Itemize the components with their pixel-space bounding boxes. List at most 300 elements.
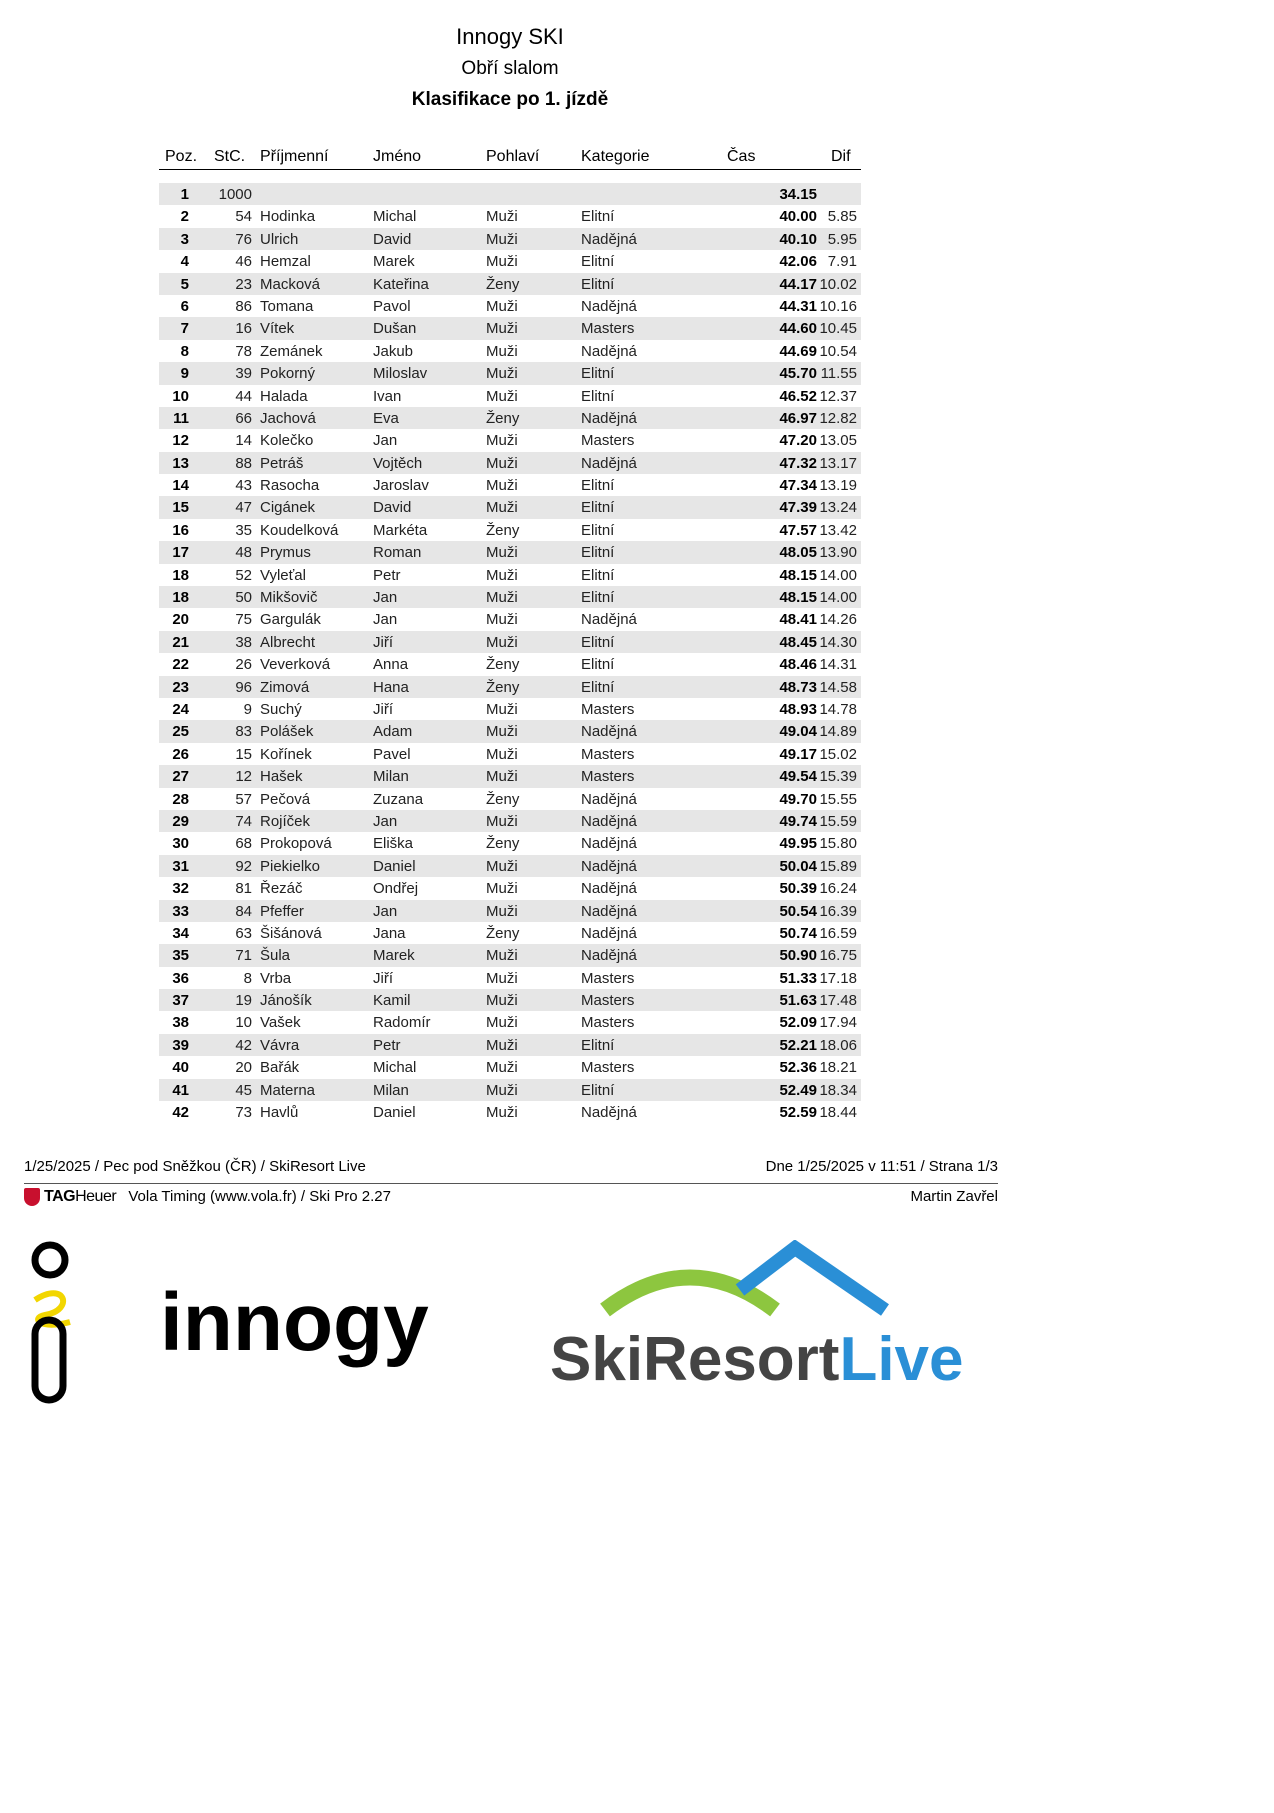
cell-pohlavi: Muži [486,477,518,495]
cell-pohlavi: Muži [486,253,518,271]
cell-poz: 34 [172,924,189,942]
cell-jmeno: Pavol [373,297,411,315]
footer-line-2 [24,1188,998,1206]
cell-stc: 88 [235,454,252,472]
cell-prijmeni: Kořínek [260,745,312,763]
cell-prijmeni: Cigánek [260,499,316,517]
cell-kategorie: Nadějná [581,812,637,830]
cell-poz: 10 [172,387,189,405]
cell-kategorie: Elitní [581,544,615,562]
cell-kategorie: Elitní [581,1081,615,1099]
cell-stc: 57 [235,790,252,808]
cell-poz: 12 [172,432,189,450]
cell-prijmeni: Veverková [260,656,331,674]
cell-jmeno: Marek [373,947,415,965]
cell-kategorie: Elitní [581,208,615,226]
cell-dif: 14.31 [819,656,857,674]
cell-prijmeni: Polášek [260,723,314,741]
cell-cas: 44.60 [779,320,817,338]
cell-cas: 48.41 [779,611,817,629]
table-row [159,788,861,810]
cell-kategorie: Elitní [581,253,615,271]
cell-pohlavi: Muži [486,723,518,741]
cell-poz: 25 [172,723,189,741]
cell-jmeno: Dušan [373,320,417,338]
cell-kategorie: Nadějná [581,947,637,965]
table-row [159,944,861,966]
cell-poz: 4 [180,253,189,271]
cell-kategorie: Nadějná [581,1104,637,1122]
cell-cas: 40.10 [779,230,817,248]
discipline-title: Obří slalom [461,58,559,79]
cell-kategorie: Masters [581,768,635,786]
skiresort-wordmark-dark: SkiResort [550,1325,840,1394]
cell-poz: 6 [180,297,189,315]
cell-cas: 48.15 [779,589,817,607]
cell-stc: 26 [235,656,252,674]
cell-prijmeni: Koudelková [260,521,339,539]
table-row [159,541,861,563]
cell-dif: 18.21 [819,1059,857,1077]
cell-poz: 23 [172,678,189,696]
cell-kategorie: Nadějná [581,611,637,629]
cell-jmeno: David [373,499,412,517]
cell-jmeno: Ondřej [373,880,419,898]
cell-dif: 11.55 [820,365,857,383]
cell-kategorie: Masters [581,992,635,1010]
table-row [159,1011,861,1033]
cell-pohlavi: Muži [486,969,518,987]
cell-cas: 52.49 [779,1081,817,1099]
innogy-dot-icon [35,1245,65,1275]
cell-prijmeni: Kolečko [260,432,314,450]
cell-poz: 13 [172,454,189,472]
cell-stc: 66 [235,409,252,427]
cell-pohlavi: Muži [486,1014,518,1032]
cell-stc: 81 [235,880,252,898]
cell-jmeno: Jiří [373,700,393,718]
table-row [159,698,861,720]
cell-pohlavi: Muži [486,880,518,898]
cell-stc: 8 [243,969,252,987]
cell-pohlavi: Muži [486,812,518,830]
cell-cas: 52.36 [779,1059,817,1077]
table-row [159,989,861,1011]
cell-cas: 48.73 [779,678,817,696]
cell-kategorie: Elitní [581,387,615,405]
table-row [159,474,861,496]
cell-kategorie: Elitní [581,656,615,674]
cell-pohlavi: Muži [486,1081,518,1099]
cell-stc: 74 [235,812,252,830]
cell-prijmeni: Jánošík [260,992,312,1010]
cell-dif: 14.30 [819,633,857,651]
cell-jmeno: Milan [373,768,409,786]
cell-jmeno: Michal [373,1059,417,1077]
cell-jmeno: Jan [373,902,398,920]
cell-prijmeni: Vítek [260,320,295,338]
cell-prijmeni: Prokopová [260,835,332,853]
cell-prijmeni: Jachová [260,409,316,427]
cell-pohlavi: Muži [486,320,518,338]
cell-pohlavi: Muži [486,230,518,248]
cell-kategorie: Masters [581,969,635,987]
cell-prijmeni: Suchý [260,700,302,718]
cell-pohlavi: Muži [486,297,518,315]
cell-cas: 50.39 [779,880,817,898]
cell-dif: 14.00 [819,566,857,584]
cell-pohlavi: Ženy [486,924,520,942]
cell-dif: 5.85 [827,208,857,226]
cell-stc: 92 [235,857,252,875]
cell-poz: 28 [172,790,189,808]
table-row [159,1101,861,1123]
cell-pohlavi: Ženy [486,656,520,674]
cell-prijmeni: Havlů [260,1104,299,1122]
cell-poz: 18 [172,566,189,584]
cell-cas: 48.93 [779,700,817,718]
cell-stc: 75 [235,611,252,629]
cell-cas: 42.06 [779,253,817,271]
cell-stc: 96 [235,678,252,696]
cell-pohlavi: Muži [486,544,518,562]
cell-jmeno: Petr [373,566,401,584]
table-header [159,145,861,170]
cell-cas: 44.69 [779,342,817,360]
table-row [159,340,861,362]
cell-dif: 14.89 [819,723,857,741]
cell-prijmeni: Albrecht [260,633,316,651]
table-row [159,653,861,675]
footer-timing-info: Vola Timing (www.vola.fr) / Ski Pro 2.27 [128,1188,391,1205]
cell-dif: 14.26 [819,611,857,629]
col-header-cas: Čas [727,148,756,165]
cell-jmeno: Radomír [373,1014,431,1032]
cell-cas: 47.34 [779,477,817,495]
cell-kategorie: Nadějná [581,902,637,920]
cell-stc: 9 [243,700,252,718]
cell-cas: 44.31 [779,297,817,315]
cell-stc: 12 [235,768,252,786]
cell-jmeno: Eliška [373,835,414,853]
cell-pohlavi: Muži [486,432,518,450]
cell-poz: 29 [172,812,189,830]
cell-kategorie: Elitní [581,275,615,293]
cell-poz: 33 [172,902,189,920]
cell-stc: 14 [235,432,252,450]
cell-dif: 18.44 [819,1104,857,1122]
cell-prijmeni: Piekielko [260,857,321,875]
cell-dif: 10.45 [819,320,857,338]
cell-jmeno: Miloslav [373,365,428,383]
table-row [159,676,861,698]
cell-cas: 50.04 [779,857,817,875]
cell-cas: 47.39 [779,499,817,517]
cell-cas: 50.90 [779,947,817,965]
cell-dif: 13.19 [819,477,857,495]
cell-cas: 52.09 [779,1014,817,1032]
cell-jmeno: Milan [373,1081,409,1099]
cell-kategorie: Elitní [581,1036,615,1054]
cell-stc: 84 [235,902,252,920]
cell-jmeno: Eva [373,409,399,427]
cell-jmeno: Michal [373,208,417,226]
cell-stc: 50 [235,589,252,607]
cell-jmeno: Daniel [373,1104,416,1122]
cell-dif: 13.24 [819,499,857,517]
cell-prijmeni: Řezáč [260,880,303,898]
cell-poz: 18 [172,589,189,607]
cell-cas: 51.33 [779,969,817,987]
cell-cas: 46.97 [779,409,817,427]
cell-poz: 14 [172,477,189,495]
cell-poz: 16 [172,521,189,539]
table-row [159,967,861,989]
cell-poz: 22 [172,656,189,674]
cell-prijmeni: Hašek [260,768,303,786]
footer-event-info: 1/25/2025 / Pec pod Sněžkou (ČR) / SkiResort Live [24,1158,366,1175]
results-table [159,145,861,1123]
cell-stc: 20 [235,1059,252,1077]
cell-poz: 40 [172,1059,189,1077]
cell-jmeno: Marek [373,253,415,271]
cell-dif: 12.37 [819,387,857,405]
footer-date-page: Dne 1/25/2025 v 11:51 / Strana 1/3 [765,1158,998,1175]
table-row [159,228,861,250]
tag-heuer-logo [24,1188,116,1206]
table-row [159,720,861,742]
cell-pohlavi: Muži [486,745,518,763]
cell-cas: 49.74 [779,812,817,830]
cell-cas: 48.46 [779,656,817,674]
cell-cas: 48.45 [779,633,817,651]
cell-stc: 19 [235,992,252,1010]
cell-kategorie: Elitní [581,566,615,584]
cell-stc: 63 [235,924,252,942]
cell-poz: 3 [180,230,189,248]
cell-pohlavi: Muži [486,1104,518,1122]
cell-prijmeni: Rojíček [260,812,311,830]
cell-dif: 10.16 [819,297,857,315]
cell-pohlavi: Muži [486,992,518,1010]
table-row [159,407,861,429]
cell-poz: 5 [180,275,189,293]
cell-cas: 51.63 [779,992,817,1010]
cell-stc: 73 [235,1104,252,1122]
cell-pohlavi: Muži [486,947,518,965]
cell-cas: 47.20 [779,432,817,450]
cell-prijmeni: Prymus [260,544,311,562]
cell-poz: 21 [172,633,189,651]
cell-dif: 12.82 [819,409,857,427]
cell-pohlavi: Ženy [486,790,520,808]
cell-cas: 49.70 [779,790,817,808]
tag-heuer-shield-icon [24,1188,40,1206]
cell-kategorie: Masters [581,1059,635,1077]
cell-dif: 14.58 [819,678,857,696]
cell-jmeno: Jana [373,924,406,942]
cell-dif: 18.34 [819,1081,857,1099]
cell-jmeno: Jaroslav [373,477,429,495]
cell-jmeno: Kateřina [373,275,429,293]
cell-kategorie: Nadějná [581,454,637,472]
cell-cas: 44.17 [779,275,817,293]
cell-cas: 48.15 [779,566,817,584]
cell-pohlavi: Ženy [486,835,520,853]
cell-stc: 54 [235,208,252,226]
table-row [159,922,861,944]
table-row [159,429,861,451]
cell-stc: 78 [235,342,252,360]
table-row [159,452,861,474]
cell-poz: 37 [172,992,189,1010]
footer-line-1 [24,1158,998,1175]
cell-dif: 13.42 [819,521,857,539]
table-row [159,317,861,339]
col-header-jmeno: Jméno [373,148,422,165]
cell-pohlavi: Muži [486,1036,518,1054]
cell-kategorie: Elitní [581,633,615,651]
cell-stc: 1000 [218,186,252,203]
cell-dif: 15.39 [819,768,857,786]
cell-stc: 44 [235,387,252,405]
cell-kategorie: Elitní [581,589,615,607]
cell-pohlavi: Muži [486,611,518,629]
innogy-logo [25,1240,495,1410]
cell-pohlavi: Muži [486,454,518,472]
cell-poz: 26 [172,745,189,763]
cell-stc: 42 [235,1036,252,1054]
cell-prijmeni: Zemánek [260,342,323,360]
cell-prijmeni: Gargulák [260,611,321,629]
cell-jmeno: Zuzana [373,790,424,808]
cell-poz: 35 [172,947,189,965]
cell-dif: 14.78 [819,700,857,718]
cell-kategorie: Elitní [581,521,615,539]
cell-kategorie: Masters [581,320,635,338]
cell-kategorie: Masters [581,432,635,450]
cell-stc: 10 [235,1014,252,1032]
table-row [159,810,861,832]
cell-kategorie: Nadějná [581,880,637,898]
cell-pohlavi: Muži [486,365,518,383]
table-row [159,362,861,384]
cell-stc: 15 [235,745,252,763]
cell-kategorie: Elitní [581,477,615,495]
cell-kategorie: Nadějná [581,924,637,942]
cell-cas: 40.00 [779,208,817,226]
cell-stc: 43 [235,477,252,495]
cell-kategorie: Nadějná [581,790,637,808]
table-row [159,496,861,518]
cell-pohlavi: Muži [486,387,518,405]
cell-dif: 16.24 [819,880,857,898]
table-row [159,205,861,227]
cell-dif: 14.00 [819,589,857,607]
cell-cas: 50.54 [779,902,817,920]
cell-dif: 13.17 [819,454,857,472]
cell-jmeno: Petr [373,1036,401,1054]
col-header-poz: Poz. [165,148,198,165]
cell-prijmeni: Hodinka [260,208,316,226]
cell-cas: 47.57 [779,521,817,539]
cell-cas: 49.95 [779,835,817,853]
cell-cas: 49.54 [779,768,817,786]
cell-kategorie: Nadějná [581,857,637,875]
table-row [159,765,861,787]
cell-stc: 38 [235,633,252,651]
cell-stc: 71 [235,947,252,965]
cell-cas: 52.59 [779,1104,817,1122]
cell-poz: 41 [172,1081,189,1099]
cell-dif: 13.05 [819,432,857,450]
cell-dif: 16.75 [819,947,857,965]
col-header-pohlavi: Pohlaví [486,148,540,165]
cell-poz: 42 [172,1104,189,1122]
cell-jmeno: Ivan [373,387,402,405]
cell-prijmeni: Rasocha [260,477,320,495]
cell-cas: 45.70 [779,365,817,383]
cell-stc: 16 [235,320,252,338]
cell-pohlavi: Ženy [486,409,520,427]
cell-cas: 47.32 [779,454,817,472]
cell-prijmeni: Tomana [260,297,314,315]
table-row [159,1056,861,1078]
cell-poz: 11 [173,409,189,427]
cell-dif: 15.55 [819,790,857,808]
cell-cas: 34.15 [779,186,817,203]
cell-stc: 86 [235,297,252,315]
cell-prijmeni: Halada [260,387,308,405]
cell-pohlavi: Muži [486,589,518,607]
cell-poz: 32 [172,880,189,898]
cell-poz: 15 [172,499,189,517]
cell-pohlavi: Muži [486,1059,518,1077]
cell-prijmeni: Macková [260,275,321,293]
table-body [159,183,861,1123]
cell-stc: 83 [235,723,252,741]
cell-jmeno: Jiří [373,969,393,987]
footer-author: Martin Zavřel [910,1188,998,1205]
cell-pohlavi: Muži [486,342,518,360]
cell-poz: 20 [172,611,189,629]
cell-pohlavi: Muži [486,902,518,920]
cell-poz: 31 [172,857,189,875]
cell-prijmeni: Šula [260,947,291,965]
cell-pohlavi: Ženy [486,678,520,696]
table-row [159,564,861,586]
cell-prijmeni: Ulrich [260,230,299,248]
page-title: Innogy SKI [456,24,564,49]
cell-jmeno: Jan [373,432,398,450]
cell-pohlavi: Ženy [486,275,520,293]
cell-poz: 1 [180,186,189,203]
cell-poz: 8 [180,342,189,360]
table-row [159,743,861,765]
cell-stc: 68 [235,835,252,853]
cell-kategorie: Elitní [581,678,615,696]
skiresort-live-logo [545,1240,985,1410]
cell-prijmeni: Mikšovič [260,589,318,607]
cell-cas: 50.74 [779,924,817,942]
table-row [159,1079,861,1101]
cell-prijmeni: Zimová [260,678,310,696]
cell-poz: 7 [180,320,189,338]
cell-prijmeni: Materna [260,1081,316,1099]
cell-dif: 15.80 [819,835,857,853]
cell-jmeno: Hana [373,678,409,696]
table-row [159,519,861,541]
